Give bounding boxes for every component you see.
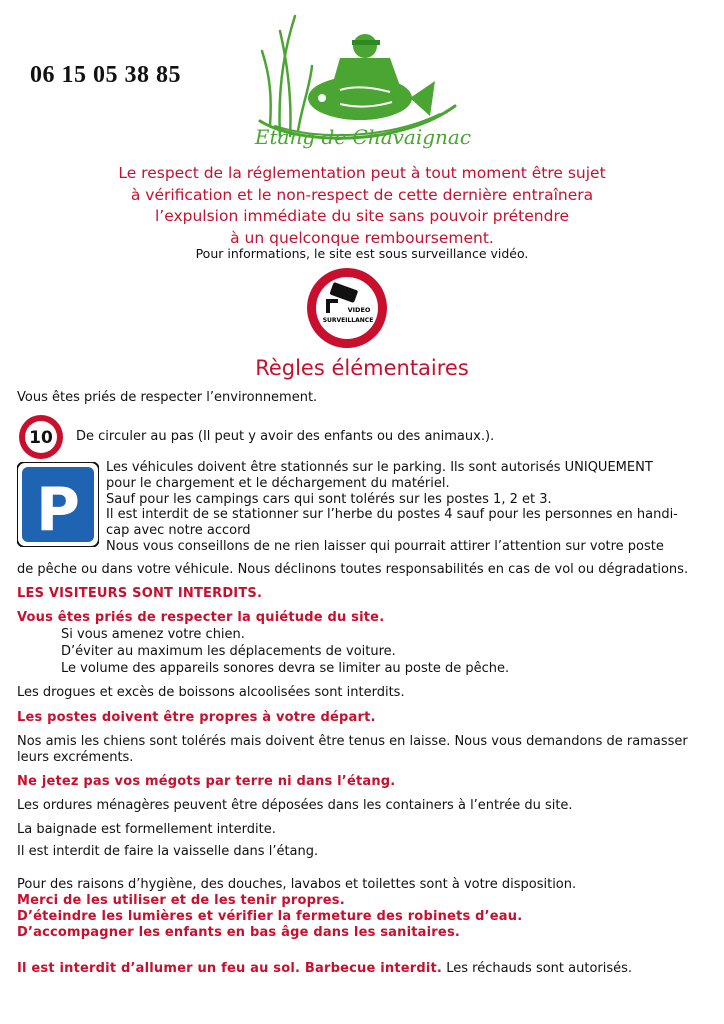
hygiene-red-line: D’éteindre les lumières et vérifier la fermeture des robinets d’eau. [17, 909, 523, 924]
phone-number: 06 15 05 38 85 [30, 62, 181, 88]
video-sign-line2: SURVEILLANCE [322, 317, 374, 324]
warning-line: à un quelconque remboursement. [230, 228, 494, 247]
logo-title: Etang de Chavaignac [254, 125, 472, 149]
speed-limit-value: 10 [29, 428, 53, 448]
butts-rule: Ne jetez pas vos mégots par terre ni dans l’étang. [17, 774, 396, 789]
fire-rule [17, 961, 713, 977]
quiet-item: D’éviter au maximum les déplacements de voiture. [61, 644, 396, 659]
trash-rule: Les ordures ménagères peuvent être déposées dans les containers à l’entrée du site. [17, 798, 573, 813]
parking-line: Il est interdit de se stationner sur l’herbe du postes 4 sauf pour les personnes en handi- [106, 507, 678, 523]
parking-line-last: de pêche ou dans votre véhicule. Nous déclinons toutes responsabilités en cas de vol ou dégradations. [17, 562, 689, 577]
warning-line: à vérification et le non-respect de cette dernière entraînera [130, 185, 594, 204]
video-surveillance-sign-icon [305, 266, 389, 350]
parking-letter: P [36, 475, 80, 545]
quiet-item: Si vous amenez votre chien. [61, 627, 245, 642]
parking-line: cap avec notre accord [106, 523, 251, 539]
speed-limit-sign-icon [17, 413, 65, 461]
warning-line: Le respect de la réglementation peut à tout moment être sujet [118, 164, 606, 182]
speed-rule: De circuler au pas (Il peut y avoir des enfants ou des animaux.). [76, 429, 495, 444]
swim-rule: La baignade est formellement interdite. [17, 822, 276, 837]
parking-line: pour le chargement et le déchargement du matériel. [106, 475, 450, 491]
fire-rule-rest: Les réchauds sont autorisés. [446, 961, 633, 976]
parking-rules [106, 460, 716, 555]
parking-sign-icon [17, 462, 99, 547]
visitors-rule: LES VISITEURS SONT INTERDITS. [17, 586, 263, 601]
rules-title: Règles élémentaires [255, 356, 469, 380]
quiet-item: Le volume des appareils sonores devra se limiter au poste de pêche. [61, 661, 510, 676]
surveillance-info: Pour informations, le site est sous surveillance vidéo. [195, 246, 529, 261]
hygiene-red-line: D’accompagner les enfants en bas âge dans les sanitaires. [17, 925, 461, 940]
fire-rule-red: Il est interdit d’allumer un feu au sol. Barbecue interdit. [17, 961, 443, 976]
warning-line: l’expulsion immédiate du site sans pouvoir prétendre [154, 207, 570, 225]
clean-rule: Les postes doivent être propres à votre départ. [17, 710, 376, 725]
quiet-rule: Vous êtes priés de respecter la quiétude du site. [17, 610, 385, 625]
parking-line: Sauf pour les campings cars qui sont tolérés sur les postes 1, 2 et 3. [106, 491, 552, 507]
warning-notice [40, 163, 684, 249]
parking-line: Les véhicules doivent être stationnés sur le parking. Ils sont autorisés UNIQUEMENT [106, 460, 653, 475]
hygiene-rule: Pour des raisons d’hygiène, des douches, lavabos et toilettes sont à votre disposition. [17, 877, 577, 892]
hygiene-red-line: Merci de les utiliser et de les tenir propres. [17, 893, 345, 908]
environment-rule: Vous êtes priés de respecter l’environnement. [17, 390, 318, 405]
drugs-rule: Les drogues et excès de boissons alcoolisées sont interdits. [17, 685, 405, 700]
parking-line: Nous vous conseillons de ne rien laisser qui pourrait attirer l’attention sur votre poste [106, 538, 664, 554]
video-sign-line1: VIDEO [347, 306, 371, 314]
dogs-rule: Nos amis les chiens sont tolérés mais doivent être tenus en laisse. Nous vous demandons de ramasser leurs excréments. [17, 734, 688, 765]
dishes-rule: Il est interdit de faire la vaisselle dans l’étang. [17, 844, 319, 859]
